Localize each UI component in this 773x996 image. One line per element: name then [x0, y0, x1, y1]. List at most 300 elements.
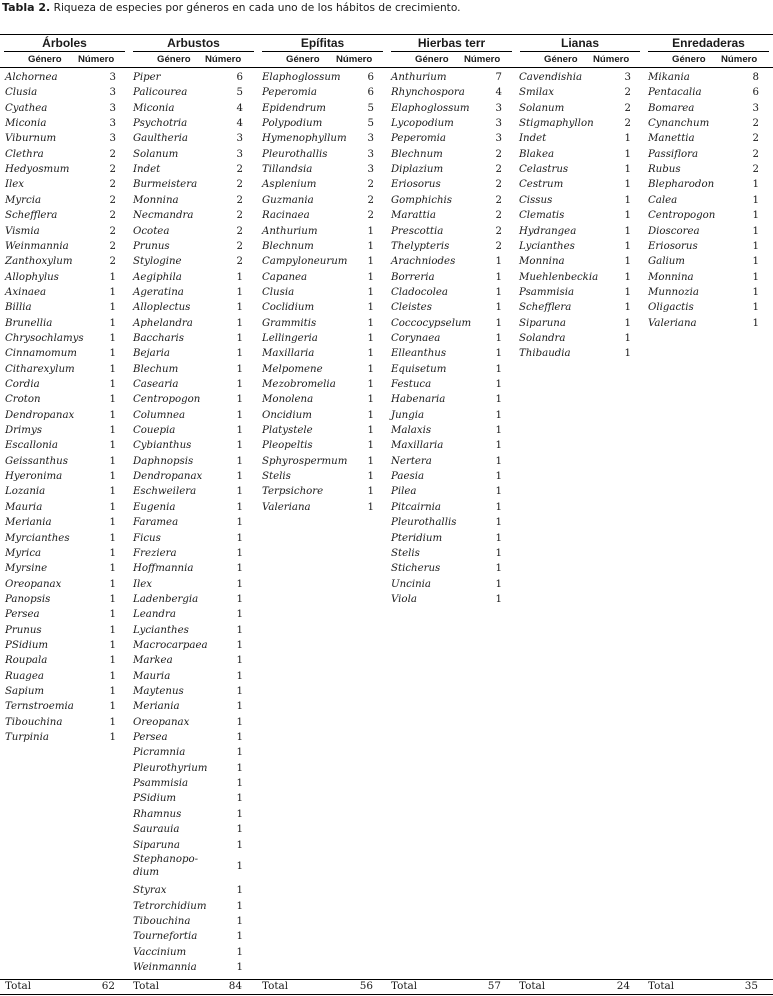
number-cell: 1	[367, 317, 374, 329]
genus-cell: Aegiphila	[133, 271, 182, 283]
genus-subheader: Género	[544, 54, 578, 65]
number-cell: 1	[236, 609, 243, 621]
number-cell: 1	[236, 286, 243, 298]
number-cell: 3	[109, 133, 116, 145]
genus-cell: Corynaea	[391, 332, 441, 344]
genus-cell: Malaxis	[391, 425, 432, 437]
genus-cell: Necтandra	[133, 210, 194, 222]
number-cell: 1	[236, 578, 243, 590]
number-cell: 1	[236, 824, 243, 836]
number-cell: 1	[109, 655, 116, 667]
genus-cell: Gaultheria	[133, 133, 188, 145]
habit-header-hierbas-terr: Hierbas terr	[417, 36, 486, 50]
number-cell: 1	[236, 946, 243, 958]
total-value-lianas: 24	[616, 980, 630, 992]
number-cell: 1	[236, 839, 243, 851]
genus-cell: Monolena	[262, 394, 314, 406]
genus-cell: Burmeistera	[133, 179, 198, 191]
genus-cell: Saurauia	[133, 824, 180, 836]
number-cell: 1	[109, 670, 116, 682]
genus-cell: Asplenium	[262, 179, 317, 191]
number-cell: 1	[236, 271, 243, 283]
number-cell: 1	[109, 639, 116, 651]
number-cell: 1	[236, 624, 243, 636]
number-cell: 1	[236, 900, 243, 912]
genus-cell: Eriosorus	[391, 179, 441, 191]
genus-cell: Stylogine	[133, 256, 182, 268]
genus-cell: Bejaria	[133, 348, 170, 360]
genus-cell: Aphelandra	[133, 317, 193, 329]
number-cell: 1	[236, 379, 243, 390]
genus-cell: Ilex	[5, 179, 25, 191]
number-cell: 2	[367, 194, 374, 206]
number-cell: 2	[495, 225, 502, 237]
number-cell: 1	[624, 148, 631, 160]
number-cell: 2	[752, 133, 759, 145]
genus-cell: Tournefortia	[133, 931, 198, 943]
genus-cell: Lycianthes	[519, 240, 575, 252]
genus-cell: Persea	[5, 609, 40, 621]
genus-cell: Dendropanax	[5, 409, 75, 421]
number-cell: 1	[109, 517, 116, 529]
genus-cell: Brunellia	[5, 317, 53, 329]
number-cell: 3	[495, 133, 502, 145]
genus-cell: Psammisia	[133, 778, 189, 790]
genus-cell: Cyathea	[5, 102, 48, 114]
number-subheader: Número	[78, 54, 115, 65]
genus-cell: Cordia	[5, 379, 40, 390]
number-cell: 5	[367, 118, 374, 130]
number-cell: 1	[109, 624, 116, 636]
genus-cell: Pleurothallis	[262, 148, 328, 160]
genus-cell: Hyeronima	[5, 471, 63, 483]
number-cell: 1	[624, 179, 631, 191]
number-cell: 3	[367, 148, 374, 160]
total-label: Total	[648, 980, 675, 992]
genus-cell: Ladenbergia	[133, 593, 199, 605]
number-cell: 1	[236, 501, 243, 513]
genus-cell: Rhynchospora	[391, 87, 465, 99]
habit-header-arboles: Árboles	[42, 36, 87, 50]
number-cell: 3	[495, 118, 502, 130]
genus-cell: Ageratina	[133, 286, 184, 298]
number-cell: 1	[495, 363, 502, 375]
genus-cell: Solanum	[133, 148, 179, 160]
number-cell: 1	[236, 716, 243, 728]
genus-cell: Myrica	[5, 547, 42, 559]
genus-cell: Markea	[133, 655, 173, 667]
number-cell: 6	[367, 87, 374, 99]
number-cell: 1	[236, 961, 243, 973]
genus-cell: Calea	[648, 194, 678, 206]
genus-cell: Sapium	[5, 686, 45, 697]
number-cell: 1	[495, 532, 502, 544]
number-cell: 1	[236, 547, 243, 559]
genus-cell: Myrcia	[5, 194, 42, 206]
number-cell: 1	[109, 732, 116, 744]
number-cell: 3	[236, 133, 243, 145]
number-cell: 1	[495, 517, 502, 529]
number-cell: 1	[109, 348, 116, 360]
number-cell: 1	[367, 225, 374, 237]
genus-cell: Smilax	[519, 87, 554, 99]
number-cell: 1	[495, 501, 502, 513]
number-cell: 1	[752, 194, 759, 206]
genus-cell: Prunus	[133, 240, 170, 252]
genus-cell: Indet	[133, 164, 161, 176]
number-cell: 1	[624, 194, 631, 206]
number-cell: 1	[495, 271, 502, 283]
genus-cell: Anthurium	[262, 225, 318, 237]
genus-cell: Guzmania	[262, 194, 314, 206]
genus-cell: Columnea	[133, 409, 186, 421]
number-cell: 1	[624, 210, 631, 222]
genus-subheader: Género	[286, 54, 320, 65]
genus-subheader: Género	[672, 54, 706, 65]
number-cell: 1	[624, 348, 631, 360]
genus-cell: Solandra	[519, 332, 566, 344]
genus-cell: Persea	[133, 732, 168, 744]
number-cell: 1	[495, 425, 502, 437]
genus-cell: Centropogon	[648, 210, 716, 222]
genus-cell: Psammisia	[519, 286, 575, 298]
genus-cell: Panopsis	[5, 593, 51, 605]
number-cell: 2	[109, 225, 116, 237]
genus-cell: Daphnopsis	[133, 455, 194, 467]
genus-cell: Habenaria	[391, 394, 446, 406]
genus-cell: Maytenus	[133, 686, 184, 697]
genus-cell: Macrocarpaea	[133, 639, 208, 651]
number-cell: 1	[624, 164, 631, 176]
number-cell: 1	[752, 179, 759, 191]
genus-cell: Pentacalia	[648, 87, 702, 99]
habit-underline-arboles	[4, 51, 125, 52]
genus-cell: Valeriana	[648, 317, 697, 329]
number-cell: 1	[367, 409, 374, 421]
number-subheader: Número	[721, 54, 758, 65]
habit-header-arbustos: Arbustos	[167, 36, 220, 50]
genus-cell: Blechnum	[391, 148, 443, 160]
genus-cell: Anthurium	[391, 72, 447, 83]
number-cell: 2	[495, 194, 502, 206]
genus-cell: Oncidium	[262, 409, 312, 421]
genus-cell: Borreria	[391, 271, 435, 283]
habit-underline-arbustos	[133, 51, 254, 52]
genus-cell: Stephanopo- dium	[133, 853, 199, 878]
genus-subheader: Género	[415, 54, 449, 65]
number-cell: 1	[367, 486, 374, 498]
number-cell: 2	[624, 87, 631, 99]
genus-cell: Psychotria	[133, 118, 188, 130]
genus-cell: Centropogon	[133, 394, 201, 406]
genus-cell: Thibaudia	[519, 348, 571, 360]
number-cell: 1	[109, 547, 116, 559]
genus-cell: Roupala	[5, 655, 48, 667]
number-cell: 2	[752, 118, 759, 130]
genus-cell: Turpinia	[5, 732, 49, 744]
number-cell: 1	[236, 732, 243, 744]
genus-cell: Dioscorea	[648, 225, 700, 237]
number-cell: 1	[367, 348, 374, 360]
number-cell: 1	[109, 609, 116, 621]
genus-cell: Oligactis	[648, 302, 694, 314]
genus-cell: Cladocolea	[391, 286, 448, 298]
number-cell: 2	[236, 164, 243, 176]
genus-cell: Valeriana	[262, 501, 311, 513]
genus-cell: Monnina	[648, 271, 694, 283]
genus-cell: Ternstroemia	[5, 701, 74, 713]
number-cell: 1	[109, 425, 116, 437]
genus-cell: Blechnum	[262, 240, 314, 252]
number-cell: 1	[236, 332, 243, 344]
genus-cell: Zanthoxylum	[5, 256, 73, 268]
genus-cell: Sticherus	[391, 563, 441, 575]
number-cell: 1	[495, 563, 502, 575]
genus-cell: Peperomia	[391, 133, 446, 145]
genus-cell: Arachniodes	[391, 256, 456, 268]
number-cell: 2	[495, 164, 502, 176]
number-cell: 1	[495, 471, 502, 483]
genus-cell: Marattia	[391, 210, 436, 222]
genus-cell: Piper	[133, 72, 161, 83]
genus-cell: Solanum	[519, 102, 565, 114]
number-cell: 1	[236, 363, 243, 375]
genus-cell: Weinmannia	[133, 961, 197, 973]
number-cell: 1	[236, 348, 243, 360]
genus-cell: Croton	[5, 394, 41, 406]
number-cell: 1	[752, 225, 759, 237]
genus-cell: Pitcairnia	[391, 501, 442, 513]
genus-cell: Munnozia	[648, 286, 699, 298]
caption-text: Riqueza de especies por géneros en cada uno de los hábitos de crecimiento.	[50, 2, 461, 14]
total-label: Total	[519, 980, 546, 992]
genus-cell: Thelypteris	[391, 240, 450, 252]
genus-cell: Mauria	[133, 670, 171, 682]
number-cell: 2	[109, 210, 116, 222]
number-cell: 1	[109, 409, 116, 421]
table-bottom-rule	[0, 994, 773, 995]
genus-subheader: Género	[28, 54, 62, 65]
number-cell: 1	[495, 286, 502, 298]
number-subheader: Número	[205, 54, 242, 65]
genus-cell: Cavendishia	[519, 72, 583, 83]
genus-cell: Vaccinium	[133, 946, 187, 958]
genus-cell: Tetrorchidium	[133, 900, 207, 912]
genus-cell: PSidium	[133, 793, 177, 805]
number-cell: 1	[109, 379, 116, 390]
habit-underline-enredaderas	[648, 51, 769, 52]
genus-cell: Capanea	[262, 271, 308, 283]
number-cell: 2	[236, 194, 243, 206]
number-cell: 3	[109, 118, 116, 130]
genus-cell: Alchornea	[5, 72, 58, 83]
number-cell: 2	[109, 194, 116, 206]
number-cell: 1	[367, 425, 374, 437]
number-cell: 1	[367, 394, 374, 406]
genus-cell: Picramnia	[133, 747, 186, 759]
number-cell: 1	[109, 471, 116, 483]
genus-cell: Dendropanax	[133, 471, 203, 483]
genus-cell: Drimys	[5, 425, 42, 437]
number-cell: 1	[109, 501, 116, 513]
total-value-arboles: 62	[101, 980, 115, 992]
genus-cell: Monnina	[133, 194, 179, 206]
genus-cell: Billia	[5, 302, 32, 314]
genus-cell: Ilex	[133, 578, 153, 590]
genus-cell: Mikania	[648, 72, 690, 83]
number-cell: 1	[109, 363, 116, 375]
number-cell: 1	[624, 271, 631, 283]
number-cell: 1	[109, 563, 116, 575]
genus-cell: Equisetum	[391, 363, 447, 375]
genus-cell: Alloplectus	[133, 302, 191, 314]
habit-header-epifitas: Epífitas	[300, 36, 345, 50]
number-cell: 1	[495, 547, 502, 559]
genus-cell: Indet	[519, 133, 547, 145]
genus-cell: Viburnum	[5, 133, 57, 145]
genus-cell: Elaphoglossum	[391, 102, 470, 114]
number-cell: 1	[367, 271, 374, 283]
genus-cell: Polypodium	[262, 118, 323, 130]
number-cell: 1	[109, 394, 116, 406]
genus-cell: Lozania	[5, 486, 46, 498]
genus-cell: Peperomia	[262, 87, 317, 99]
genus-cell: Maxillaria	[391, 440, 444, 452]
number-cell: 1	[109, 440, 116, 452]
number-cell: 7	[495, 72, 502, 83]
number-cell: 1	[109, 578, 116, 590]
genus-cell: Campyloneurum	[262, 256, 348, 268]
number-cell: 1	[236, 747, 243, 759]
number-cell: 1	[236, 455, 243, 467]
genus-cell: Citharexylum	[5, 363, 75, 375]
number-cell: 2	[236, 240, 243, 252]
number-cell: 1	[624, 302, 631, 314]
habit-underline-epifitas	[262, 51, 383, 52]
genus-cell: Cissus	[519, 194, 553, 206]
genus-cell: Blechum	[133, 363, 179, 375]
genus-cell: Galium	[648, 256, 685, 268]
total-value-enredaderas: 35	[744, 980, 758, 992]
genus-cell: Myrcianthes	[5, 532, 70, 544]
number-cell: 1	[495, 394, 502, 406]
total-label: Total	[391, 980, 418, 992]
genus-cell: Faramea	[133, 517, 179, 529]
genus-cell: Platystele	[262, 425, 313, 437]
total-value-hierbas-terr: 57	[487, 980, 501, 992]
number-cell: 1	[495, 332, 502, 344]
number-subheader: Número	[593, 54, 630, 65]
number-cell: 6	[367, 72, 374, 83]
genus-cell: Cestrum	[519, 179, 564, 191]
number-cell: 1	[367, 302, 374, 314]
total-value-arbustos: 84	[228, 980, 242, 992]
number-cell: 1	[236, 425, 243, 437]
number-cell: 1	[624, 317, 631, 329]
habit-header-lianas: Lianas	[560, 36, 599, 50]
number-cell: 1	[236, 593, 243, 605]
number-cell: 1	[236, 302, 243, 314]
number-cell: 2	[495, 240, 502, 252]
genus-cell: Jungia	[391, 409, 425, 421]
number-cell: 1	[236, 808, 243, 820]
genus-cell: Siparuna	[519, 317, 566, 329]
genus-cell: Clematis	[519, 210, 565, 222]
genus-cell: Baccharis	[133, 332, 184, 344]
number-cell: 2	[367, 210, 374, 222]
genus-cell: Hymenophyllum	[262, 133, 347, 145]
genus-cell: Paesia	[391, 471, 425, 483]
genus-cell: Pleurothallis	[391, 517, 457, 529]
genus-cell: Muehlenbeckia	[519, 271, 599, 283]
genus-cell: Rhamnus	[133, 808, 182, 820]
number-cell: 1	[236, 915, 243, 927]
genus-cell: Blepharodon	[648, 179, 715, 191]
genus-cell: Hedyosmum	[5, 164, 70, 176]
genus-cell: Prescottia	[391, 225, 444, 237]
genus-cell: Cybianthus	[133, 440, 192, 452]
genus-cell: Celastrus	[519, 164, 569, 176]
number-cell: 1	[236, 655, 243, 667]
genus-cell: Prunus	[5, 624, 42, 636]
header-bottom-rule	[0, 67, 773, 68]
number-cell: 1	[495, 486, 502, 498]
number-cell: 1	[236, 532, 243, 544]
total-label: Total	[262, 980, 289, 992]
number-cell: 1	[495, 593, 502, 605]
genus-cell: Vismia	[5, 225, 40, 237]
number-cell: 8	[752, 72, 759, 83]
genus-cell: Blakea	[519, 148, 555, 160]
genus-cell: Clusia	[5, 87, 38, 99]
genus-cell: Eugenia	[133, 501, 176, 513]
number-cell: 1	[109, 286, 116, 298]
number-cell: 1	[109, 332, 116, 344]
number-cell: 1	[109, 302, 116, 314]
number-cell: 2	[109, 256, 116, 268]
number-cell: 1	[367, 256, 374, 268]
number-cell: 2	[495, 148, 502, 160]
genus-cell: Styrax	[133, 885, 167, 897]
number-cell: 3	[624, 72, 631, 83]
number-cell: 4	[236, 118, 243, 130]
genus-cell: Cleistes	[391, 302, 432, 314]
number-cell: 4	[236, 102, 243, 114]
genus-cell: Epidendrum	[262, 102, 326, 114]
genus-cell: Hoffmannia	[133, 563, 194, 575]
genus-cell: Miconia	[133, 102, 175, 114]
number-cell: 6	[236, 72, 243, 83]
number-cell: 1	[495, 302, 502, 314]
genus-cell: Meriania	[133, 701, 180, 713]
genus-cell: Uncinia	[391, 578, 432, 590]
genus-cell: Ficus	[133, 532, 161, 544]
genus-cell: Stigmaphyllon	[519, 118, 594, 130]
number-cell: 2	[236, 225, 243, 237]
genus-cell: Tillandsia	[262, 164, 313, 176]
number-cell: 1	[109, 686, 116, 697]
genus-cell: Ocotea	[133, 225, 170, 237]
number-cell: 2	[624, 102, 631, 114]
number-cell: 2	[495, 179, 502, 191]
number-cell: 1	[236, 471, 243, 483]
genus-cell: Stelis	[391, 547, 420, 559]
genus-cell: Siparuna	[133, 839, 180, 851]
number-cell: 1	[624, 133, 631, 145]
total-value-epifitas: 56	[359, 980, 373, 992]
number-cell: 1	[109, 593, 116, 605]
number-cell: 1	[752, 210, 759, 222]
